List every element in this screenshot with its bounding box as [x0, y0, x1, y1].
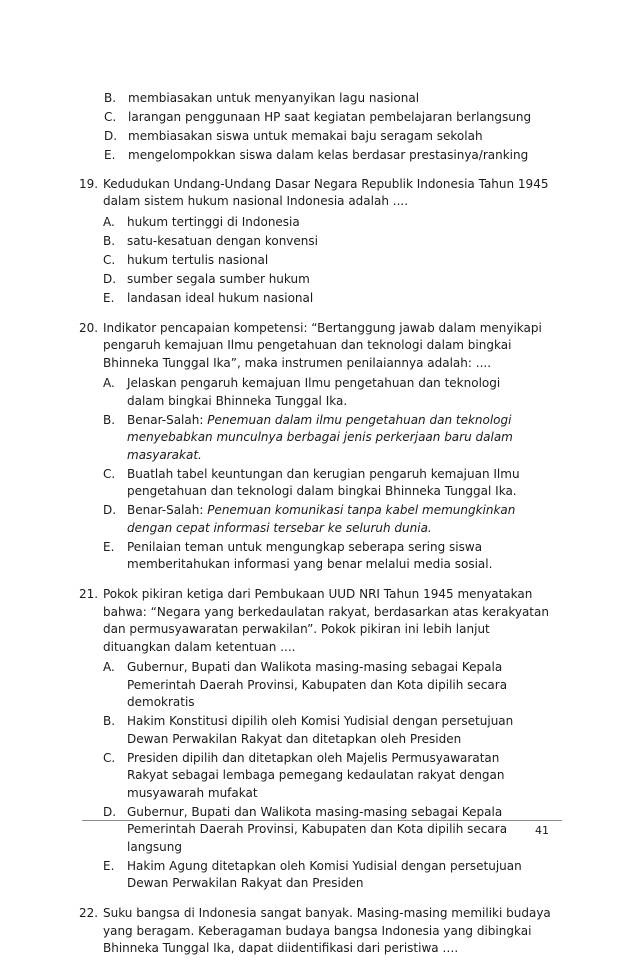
option-letter: D. — [103, 503, 117, 517]
option-statement: Penemuan komunikasi tanpa kabel memungkinkan dengan cepat informasi tersebar ke seluruh dunia. — [127, 503, 516, 535]
question-number: 21. — [79, 587, 99, 601]
option-b — [103, 713, 563, 748]
question-text: Indikator pencapaian kompetensi: “Bertanggung jawab dalam menyikapi pengaruh kemajuan Ilmu pengetahuan dan teknologi dalam bingkai Bhinneka Tunggal Ika”, maka instrumen penilaiannya adalah: .... — [103, 320, 542, 370]
option-b — [104, 90, 638, 108]
option-text: Jelaskan pengaruh kemajuan Ilmu pengetahuan dan teknologi dalam bingkai Bhinneka Tunggal Ika. — [127, 376, 501, 408]
option-e — [103, 858, 563, 893]
option-b — [103, 233, 563, 251]
option-text: Gubernur, Bupati dan Walikota masing-masing sebagai Kepala Pemerintah Daerah Provinsi, Kabupaten dan Kota dipilih secara langsung — [127, 804, 508, 854]
option-c — [104, 109, 638, 127]
question-text: Suku bangsa di Indonesia sangat banyak. Masing-masing memiliki budaya yang beragam. Keberagaman budaya bangsa Indonesia yang dibingkai Bhinneka Tunggal Ika, dapat diidentifikasi dari peristiwa …. — [103, 906, 551, 955]
question-text: Pokok pikiran ketiga dari Pembukaan UUD NRI Tahun 1945 menyatakan bahwa: “Negara yang berkedaulatan rakyat, berdasarkan atas kerakyatan dan permusyawaratan perwakilan”. Pokok pikiran ini lebih lanjut dituangkan dalam ketentuan .... — [103, 587, 549, 654]
option-letter: B. — [103, 233, 116, 248]
option-text — [127, 412, 537, 465]
option-e — [103, 539, 563, 574]
option-b — [103, 412, 563, 465]
option-letter: C. — [103, 750, 116, 765]
option-text: membiasakan siswa untuk memakai baju seragam sekolah — [128, 129, 483, 143]
option-a — [103, 214, 563, 232]
question-19 — [79, 176, 638, 309]
question-20 — [79, 320, 638, 576]
option-letter: A. — [103, 214, 115, 229]
option-letter: B. — [103, 714, 116, 728]
option-letter: C. — [103, 466, 116, 481]
option-text: Buatlah tabel keuntungan dan kerugian pengaruh kemajuan Ilmu pengetahuan dan teknologi dalam bingkai Bhinneka Tunggal Ika. — [127, 466, 520, 498]
option-text: hukum tertinggi di Indonesia — [127, 214, 300, 229]
option-letter: E. — [104, 148, 116, 162]
option-letter: B. — [104, 91, 117, 105]
option-d — [103, 271, 563, 289]
option-text: larangan penggunaan HP saat kegiatan pembelajaran berlangsung — [128, 110, 532, 124]
question-22 — [79, 905, 638, 961]
option-text: mengelompokkan siswa dalam kelas berdasar prestasinya/ranking — [128, 148, 529, 162]
option-text: Hakim Agung ditetapkan oleh Komisi Yudisial dengan persetujuan Dewan Perwakilan Rakyat dan Presiden — [127, 858, 522, 890]
option-letter: D. — [103, 804, 117, 819]
option-c — [103, 252, 563, 270]
option-statement: Penemuan dalam ilmu pengetahuan dan teknologi menyebabkan munculnya berbagai jenis perkerjaan baru dalam masyarakat. — [127, 412, 513, 462]
option-text: Gubernur, Bupati dan Walikota masing-masing sebagai Kepala Pemerintah Daerah Provinsi, Kabupaten dan Kota dipilih secara demokratis — [127, 660, 508, 709]
question-21 — [79, 586, 638, 894]
option-letter: A. — [103, 660, 115, 674]
footer-rule — [82, 820, 562, 821]
option-text: Presiden dipilih dan ditetapkan oleh Majelis Permusyawaratan Rakyat sebagai lembaga pemegang kedaulatan rakyat dengan musyawarah mufakat — [127, 750, 505, 800]
option-text — [127, 502, 537, 537]
option-letter: B. — [103, 412, 116, 427]
page-number: 41 — [535, 824, 549, 837]
option-text: Penilaian teman untuk mengungkap seberapa sering siswa memberitahukan informasi yang benar melalui media sosial. — [127, 539, 493, 571]
option-d — [103, 804, 563, 857]
option-text: satu-kesatuan dengan konvensi — [127, 233, 318, 248]
question-text: Kedudukan Undang-Undang Dasar Negara Republik Indonesia Tahun 1945 dalam sistem hukum nasional Indonesia adalah .... — [103, 176, 549, 208]
option-c — [103, 750, 563, 803]
option-prefix: Benar-Salah: — [127, 503, 208, 517]
option-letter: A. — [103, 376, 115, 390]
option-d — [104, 128, 638, 146]
question-number: 22. — [79, 906, 99, 920]
option-c — [103, 466, 563, 501]
option-letter: C. — [103, 252, 116, 267]
option-letter: E. — [103, 290, 115, 305]
option-text: Hakim Konstitusi dipilih oleh Komisi Yudisial dengan persetujuan Dewan Perwakilan Rakyat dan ditetapkan oleh Presiden — [127, 714, 514, 746]
question-number: 19. — [79, 176, 99, 191]
option-letter: D. — [104, 129, 118, 143]
option-letter: E. — [103, 539, 115, 554]
option-d — [103, 502, 563, 537]
option-text: hukum tertulis nasional — [127, 252, 269, 267]
option-letter: E. — [103, 858, 115, 873]
question-number: 20. — [79, 320, 99, 335]
option-letter: D. — [103, 271, 117, 286]
option-a — [103, 375, 563, 410]
option-letter: C. — [104, 110, 117, 124]
option-text: sumber segala sumber hukum — [127, 271, 310, 286]
option-text: membiasakan untuk menyanyikan lagu nasional — [128, 91, 420, 105]
option-prefix: Benar-Salah: — [127, 412, 208, 427]
option-e — [103, 290, 563, 308]
option-text: landasan ideal hukum nasional — [127, 290, 314, 305]
option-a — [103, 659, 563, 712]
q18-options — [104, 90, 638, 165]
option-e — [104, 147, 638, 165]
